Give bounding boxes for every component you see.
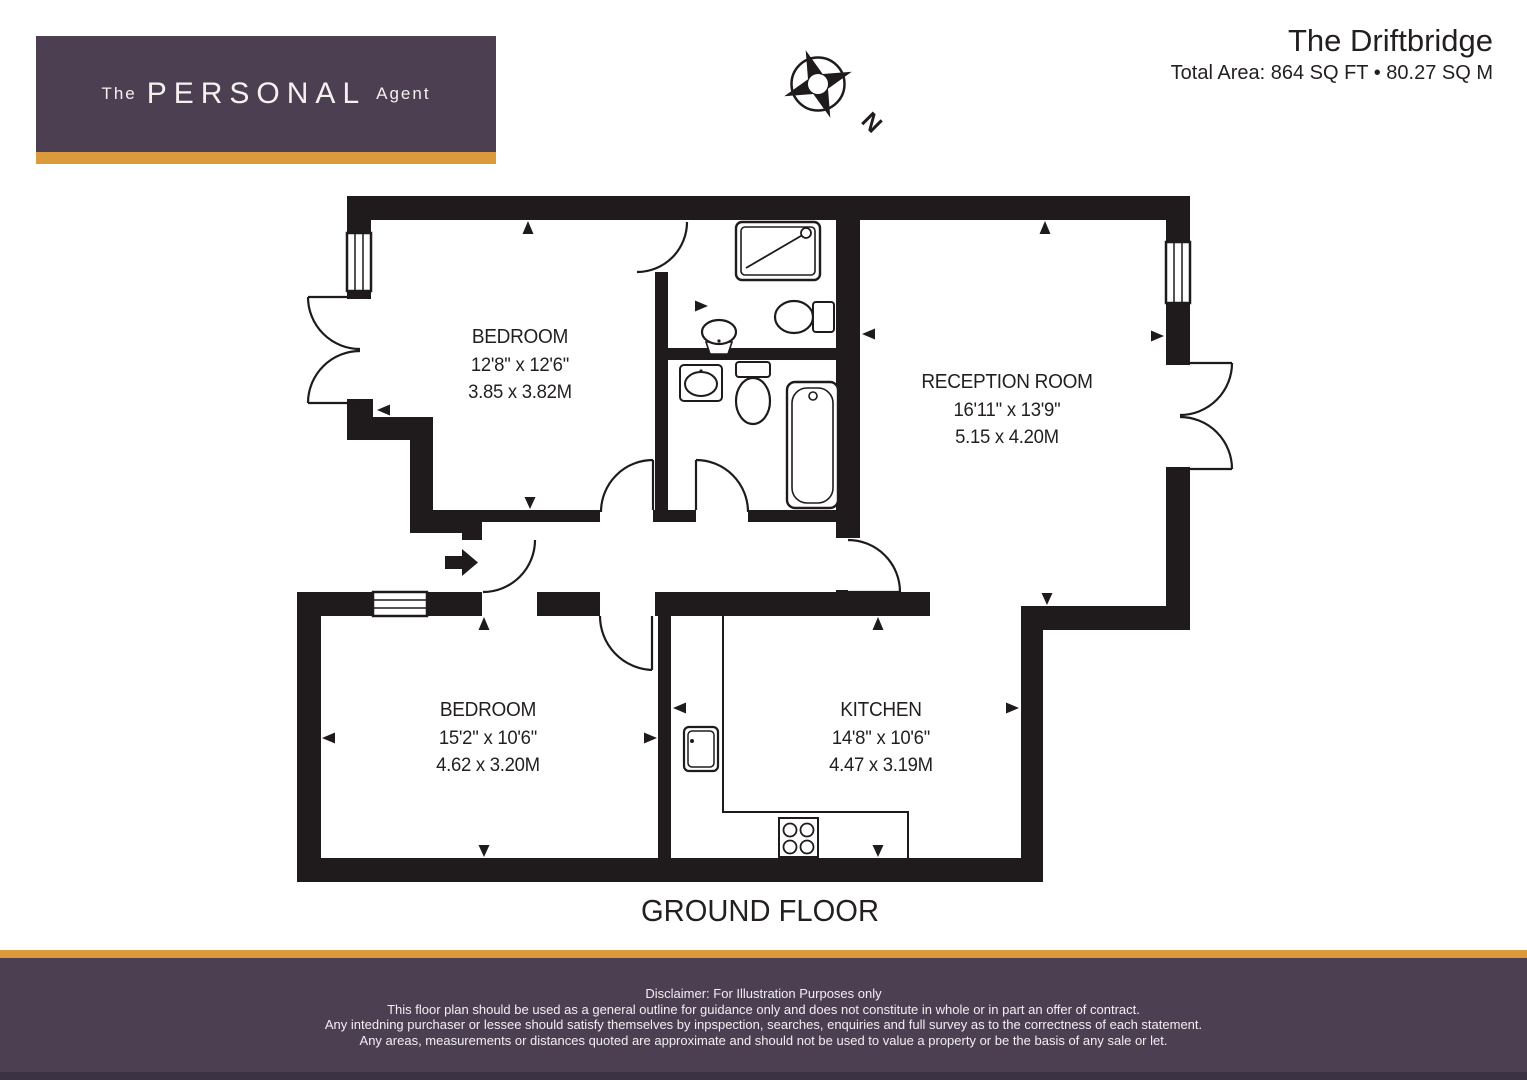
kitchen-sink bbox=[684, 727, 718, 771]
shower-tray bbox=[736, 222, 820, 280]
room-size-imperial: 12'8'' x 12'6'' bbox=[470, 353, 570, 376]
room-name: KITCHEN bbox=[840, 699, 922, 721]
room-size-metric: 5.15 x 4.20M bbox=[955, 426, 1059, 448]
footer-disclaimer bbox=[0, 958, 1527, 1072]
room-label-bedroom2 bbox=[346, 697, 631, 780]
door-bathroom bbox=[696, 460, 748, 512]
room-label-kitchen bbox=[739, 697, 1024, 780]
logo-word-agent: Agent bbox=[376, 84, 431, 103]
room-name: BEDROOM bbox=[471, 326, 569, 348]
floor-label: GROUND FLOOR bbox=[641, 893, 879, 928]
toilet-ensuite bbox=[775, 301, 834, 333]
window-reception bbox=[1166, 242, 1190, 303]
door-reception bbox=[848, 540, 900, 592]
room-size-metric: 3.85 x 3.82M bbox=[468, 381, 572, 403]
total-area-text: Total Area: 864 SQ FT • 80.27 SQ M bbox=[1170, 62, 1493, 84]
entrance-arrow-icon bbox=[445, 549, 478, 576]
page-title: The Driftbridge bbox=[1287, 23, 1493, 58]
door-ensuite bbox=[637, 222, 687, 272]
room-size-imperial: 15'2'' x 10'6'' bbox=[438, 726, 538, 749]
logo-word-personal: PERSONAL bbox=[146, 77, 367, 110]
room-name: BEDROOM bbox=[439, 699, 537, 721]
french-door-bedroom1 bbox=[308, 297, 360, 403]
room-size-imperial: 14'8'' x 10'6'' bbox=[831, 726, 931, 749]
room-label-reception bbox=[865, 369, 1150, 452]
footer-accent-bar bbox=[0, 950, 1527, 958]
logo-word-the: The bbox=[101, 84, 137, 103]
toilet-bathroom bbox=[736, 362, 770, 424]
door-bedroom1 bbox=[601, 460, 653, 512]
hob bbox=[779, 818, 818, 857]
door-entrance bbox=[483, 540, 535, 592]
window-bedroom2 bbox=[373, 592, 427, 616]
compass-north-label: N bbox=[855, 107, 888, 139]
disclaimer-line-3: Any intedning purchaser or lessee should satisfy themselves by inpspection, searches, enquiries and full survey as to the correctness of each statement. bbox=[324, 1017, 1203, 1032]
footer-bottom-strip bbox=[0, 1072, 1527, 1080]
disclaimer-line-1: Disclaimer: For Illustration Purposes only bbox=[645, 986, 882, 1001]
room-size-metric: 4.47 x 3.19M bbox=[829, 754, 933, 776]
room-label-bedroom1 bbox=[378, 324, 663, 407]
door-bedroom2 bbox=[600, 616, 652, 670]
compass-rose-icon bbox=[784, 50, 887, 138]
window-bedroom1 bbox=[347, 233, 371, 291]
bathtub bbox=[787, 382, 838, 508]
french-door-reception bbox=[1180, 363, 1232, 469]
disclaimer-line-2: This floor plan should be used as a general outline for guidance only and does not constitute in whole or in part an offer of contract. bbox=[387, 1001, 1140, 1017]
room-size-imperial: 16'11'' x 13'9'' bbox=[953, 398, 1061, 421]
room-name: RECEPTION ROOM bbox=[921, 371, 1093, 393]
room-size-metric: 4.62 x 3.20M bbox=[436, 754, 540, 776]
basin-bathroom bbox=[680, 365, 722, 401]
disclaimer-line-4: Any areas, measurements or distances quoted are approximate and should not be used to value a property or be the basis of any sale or let. bbox=[359, 1032, 1168, 1048]
